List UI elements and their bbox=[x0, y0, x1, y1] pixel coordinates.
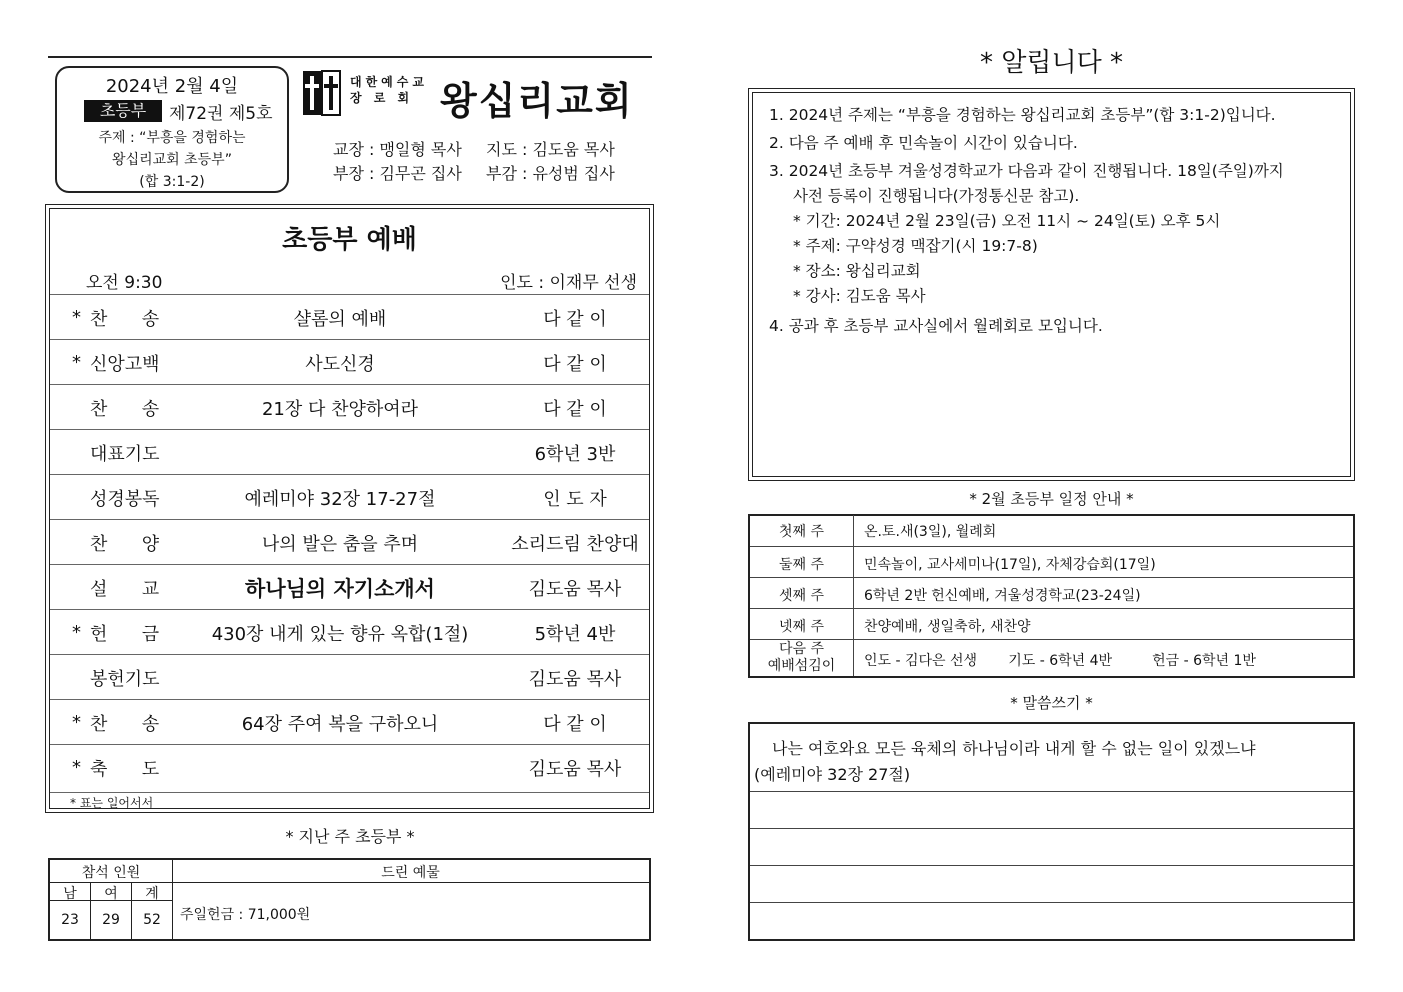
order-who: 김도움 목사 bbox=[528, 759, 622, 780]
writing-line bbox=[750, 828, 1353, 829]
dept-badge: 초등부 bbox=[84, 100, 162, 122]
bulletin-date: 2024년 2월 4일 bbox=[105, 76, 239, 97]
order-who: 김도움 목사 bbox=[528, 579, 622, 600]
schedule-week: 첫째 주 bbox=[750, 515, 854, 546]
order-item: 찬 송 bbox=[90, 309, 160, 330]
verse-text: 나는 여호와요 모든 육체의 하나님이라 내게 할 수 없는 일이 있겠느냐 bbox=[772, 739, 1256, 758]
notice-line: 3. 2024년 초등부 겨울성경학교가 다음과 같이 진행됩니다. 18일(주일)까지 bbox=[769, 162, 1284, 180]
order-item: 설 교 bbox=[90, 579, 160, 600]
stand-marker: * bbox=[72, 757, 81, 778]
order-who: 6학년 3반 bbox=[534, 444, 616, 465]
next-week-servers-label bbox=[750, 640, 854, 676]
schedule-row bbox=[750, 515, 1353, 546]
attendance-header: 참석 인원 bbox=[81, 865, 141, 881]
writing-line bbox=[750, 791, 1353, 792]
schedule-week: 둘째 주 bbox=[750, 547, 854, 577]
order-who: 다 같 이 bbox=[543, 714, 607, 735]
order-item: 찬 송 bbox=[90, 714, 160, 735]
order-who: 김도움 목사 bbox=[528, 669, 622, 690]
order-item: 찬 송 bbox=[90, 399, 160, 420]
schedule-detail: 찬양예배, 생일축하, 새찬양 bbox=[864, 619, 1031, 635]
bulletin-info-box bbox=[55, 66, 289, 193]
verse-writing-box bbox=[748, 722, 1355, 941]
verse-reference: (예레미야 32장 27절) bbox=[754, 765, 911, 784]
order-row bbox=[50, 564, 649, 609]
notice-line: 2. 다음 주 예배 후 민속놀이 시간이 있습니다. bbox=[769, 134, 1078, 152]
schedule-row-next-week bbox=[750, 639, 1353, 676]
staff-head: 부장 : 김무곤 집사 bbox=[333, 164, 462, 183]
boys-count: 23 bbox=[61, 912, 79, 928]
order-row bbox=[50, 744, 649, 789]
notices-inner bbox=[752, 92, 1351, 477]
order-item: 찬 양 bbox=[90, 534, 160, 555]
schedule-detail: 6학년 2반 헌신예배, 겨울성경학교(23-24일) bbox=[864, 588, 1141, 604]
verse-writing-title: * 말씀쓰기 * bbox=[1010, 694, 1093, 712]
top-rule bbox=[48, 56, 652, 58]
order-who: 다 같 이 bbox=[543, 309, 607, 330]
worship-order-inner bbox=[49, 208, 650, 809]
staff-advisor: 지도 : 김도움 목사 bbox=[486, 140, 615, 159]
schedule-table bbox=[748, 514, 1355, 678]
order-row bbox=[50, 519, 649, 564]
schedule-row bbox=[750, 546, 1353, 577]
order-row bbox=[50, 474, 649, 519]
boys-header: 남 bbox=[63, 886, 77, 902]
next-week-servers: 인도 - 김다은 선생 기도 - 6학년 4반 헌금 - 6학년 1반 bbox=[864, 653, 1256, 669]
order-row bbox=[50, 429, 649, 474]
order-content: 64장 주여 복을 구하오니 bbox=[241, 714, 439, 735]
schedule-week: 넷째 주 bbox=[750, 609, 854, 639]
theme-line-2: 왕십리교회 초등부” bbox=[112, 152, 232, 168]
theme-line-3: (합 3:1-2) bbox=[139, 174, 205, 190]
staff-principal: 교장 : 맹일형 목사 bbox=[333, 140, 462, 159]
offering-amount: 주일헌금 : 71,000원 bbox=[180, 907, 311, 923]
order-who: 5학년 4반 bbox=[534, 624, 616, 645]
worship-title: 초등부 예배 bbox=[282, 225, 417, 255]
schedule-week: 셋째 주 bbox=[750, 578, 854, 608]
notice-line: * 강사: 김도움 목사 bbox=[793, 287, 926, 305]
order-row bbox=[50, 609, 649, 654]
order-row bbox=[50, 339, 649, 384]
stand-marker: * bbox=[72, 352, 81, 373]
staff-deputy: 부감 : 유성범 집사 bbox=[486, 164, 615, 183]
order-item: 헌 금 bbox=[90, 624, 160, 645]
total-count: 52 bbox=[143, 912, 161, 928]
order-item: 신앙고백 bbox=[90, 354, 160, 375]
worship-leader: 인도 : 이재무 선생 bbox=[500, 273, 637, 293]
notices-title: * 알립니다 * bbox=[980, 48, 1123, 78]
schedule-detail: 온.토.새(3일), 월례회 bbox=[864, 524, 997, 540]
next-week-label-line-1: 다음 주 bbox=[778, 641, 825, 657]
worship-time: 오전 9:30 bbox=[86, 273, 163, 293]
theme-line-1: 주제 : “부흥을 경험하는 bbox=[98, 130, 246, 146]
offering-header: 드린 예물 bbox=[381, 865, 440, 881]
church-logo-icon bbox=[302, 70, 342, 116]
order-who: 다 같 이 bbox=[543, 354, 607, 375]
notice-line: * 기간: 2024년 2월 23일(금) 오전 11시 ~ 24일(토) 오후 5시 bbox=[793, 212, 1221, 230]
denomination-name bbox=[350, 74, 428, 106]
stand-marker: * bbox=[72, 307, 81, 328]
order-row bbox=[50, 654, 649, 699]
next-week-label-line-2: 예배섬김이 bbox=[767, 658, 836, 674]
order-item: 대표기도 bbox=[90, 444, 160, 465]
denomination-line-2: 장 로 회 bbox=[350, 91, 414, 105]
last-week-title: * 지난 주 초등부 * bbox=[285, 827, 415, 846]
stand-marker: * bbox=[72, 622, 81, 643]
order-item: 축 도 bbox=[90, 759, 160, 780]
total-header: 계 bbox=[145, 886, 159, 902]
church-name: 왕십리교회 bbox=[440, 78, 634, 123]
schedule-title: * 2월 초등부 일정 안내 * bbox=[969, 490, 1134, 508]
denomination-line-1: 대한예수교 bbox=[350, 75, 428, 89]
notice-line: * 장소: 왕십리교회 bbox=[793, 262, 921, 280]
girls-count: 29 bbox=[102, 912, 120, 928]
stand-marker: * bbox=[72, 712, 81, 733]
order-who: 다 같 이 bbox=[543, 399, 607, 420]
notices-box bbox=[748, 88, 1355, 481]
worship-footnote-row bbox=[50, 792, 649, 809]
sermon-title: 하나님의 자기소개서 bbox=[245, 577, 435, 601]
order-content: 예레미야 32장 17-27절 bbox=[244, 489, 436, 510]
notice-line: 4. 공과 후 초등부 교사실에서 월례회로 모입니다. bbox=[769, 317, 1103, 335]
order-content: 21장 다 찬양하여라 bbox=[261, 399, 419, 420]
order-who: 소리드림 찬양대 bbox=[511, 534, 639, 555]
schedule-row bbox=[750, 608, 1353, 639]
volume-number: 제72권 제5호 bbox=[169, 104, 273, 124]
writing-line bbox=[750, 865, 1353, 866]
order-content: 사도신경 bbox=[305, 354, 375, 375]
worship-footnote: * 표는 일어서서 bbox=[70, 796, 154, 810]
notice-line: * 주제: 구약성경 맥잡기(시 19:7-8) bbox=[793, 237, 1038, 255]
notice-line: 1. 2024년 주제는 “부흥을 경험하는 왕십리교회 초등부”(합 3:1-2)입니다. bbox=[769, 106, 1276, 124]
schedule-detail: 민속놀이, 교사세미나(17일), 자체강습회(17일) bbox=[864, 557, 1156, 573]
order-row bbox=[50, 699, 649, 744]
order-item: 봉헌기도 bbox=[90, 669, 160, 690]
order-content: 나의 발은 춤을 추며 bbox=[261, 534, 419, 555]
order-item: 성경봉독 bbox=[90, 489, 160, 510]
order-who: 인 도 자 bbox=[543, 489, 607, 510]
worship-order-box bbox=[45, 204, 654, 813]
order-row bbox=[50, 384, 649, 429]
schedule-row bbox=[750, 577, 1353, 608]
order-row bbox=[50, 294, 649, 339]
order-content: 430장 내게 있는 향유 옥합(1절) bbox=[211, 624, 469, 645]
order-content: 샬롬의 예배 bbox=[293, 309, 387, 330]
girls-header: 여 bbox=[104, 886, 118, 902]
last-week-table bbox=[48, 858, 651, 941]
notice-line: 사전 등록이 진행됩니다(가정통신문 참고). bbox=[793, 187, 1080, 205]
writing-line bbox=[750, 902, 1353, 903]
